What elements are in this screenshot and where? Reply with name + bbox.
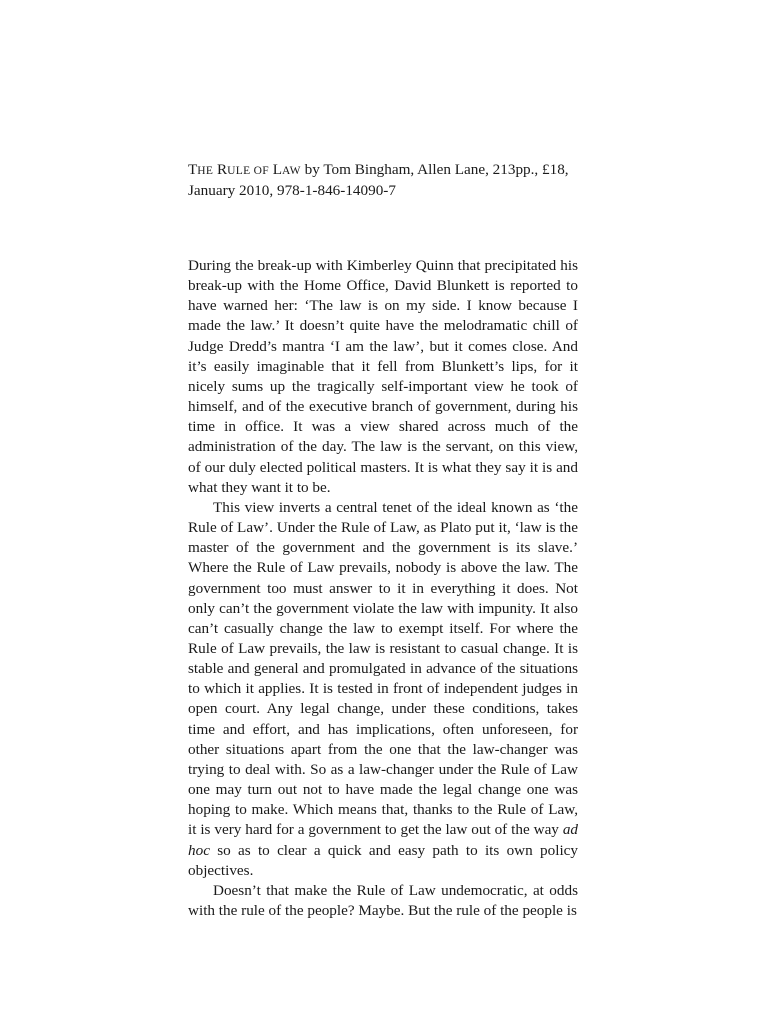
title-cap-the: T (188, 161, 198, 178)
paragraph-3: Doesn’t that make the Rule of Law undemocratic, at odds with the rule of the people? Maybe. But the rule of the people is (188, 881, 578, 919)
title-cap-law: L (272, 161, 282, 178)
review-header (188, 160, 578, 201)
article-body (188, 256, 578, 921)
document-page (188, 160, 578, 921)
title-small-rule-of: ULE OF (227, 165, 269, 177)
paragraph-2 (188, 498, 578, 881)
title-small-the: HE (197, 165, 214, 177)
book-details: by Tom Bingham, Allen Lane, 213pp., £18, January 2010, 978-1-846-14090-7 (188, 161, 569, 199)
paragraph-1: During the break-up with Kimberley Quinn that precipitated his break-up with the Home Office, David Blunkett is reported to have warned her: ‘The law is on my side. I know because I made the law.’ It doesn’t quite have the melodramatic chill of Judge Dredd’s mantra ‘I am the law’, but it comes close. And it’s easily imaginable that it fell from Blunkett’s lips, for it nicely sums up the tragically self-important view he took of himself, and of the executive branch of government, during his time in office. It was a view shared across much of the administration of the day. The law is the servant, on this view, of our duly elected political masters. It is what they say it is and what they want it to be. (188, 257, 578, 496)
paragraph-2-text-a: This view inverts a central tenet of the ideal known as ‘the Rule of Law’. Under the Rule of Law, as Plato put it, ‘law is the master of the government and the government is its slave.’ Where the Rule of Law prevails, nobody is above the law. The government too must answer to it in everything it does. Not only can’t the government violate the law with impunity. It also can’t casually change the law to exempt itself. For where the Rule of Law prevails, the law is resistant to casual change. It is stable and general and promulgated in advance of the situations to which it applies. It is tested in front of independent judges in open court. Any legal change, under these conditions, takes time and effort, and has implications, often unforeseen, for other situations apart from the one that the law-changer was trying to deal with. So as a law-changer under the Rule of Law one may turn out not to have made the legal change one was hoping to make. Which means that, thanks to the Rule of Law, it is very hard for a government to get the law out of the way (188, 498, 578, 839)
paragraph-2-italic: ad hoc (188, 821, 578, 859)
title-small-law: AW (281, 165, 301, 177)
paragraph-2-text-b: so as to clear a quick and easy path to its own policy objectives. (188, 841, 578, 879)
title-cap-rule: R (217, 161, 228, 178)
